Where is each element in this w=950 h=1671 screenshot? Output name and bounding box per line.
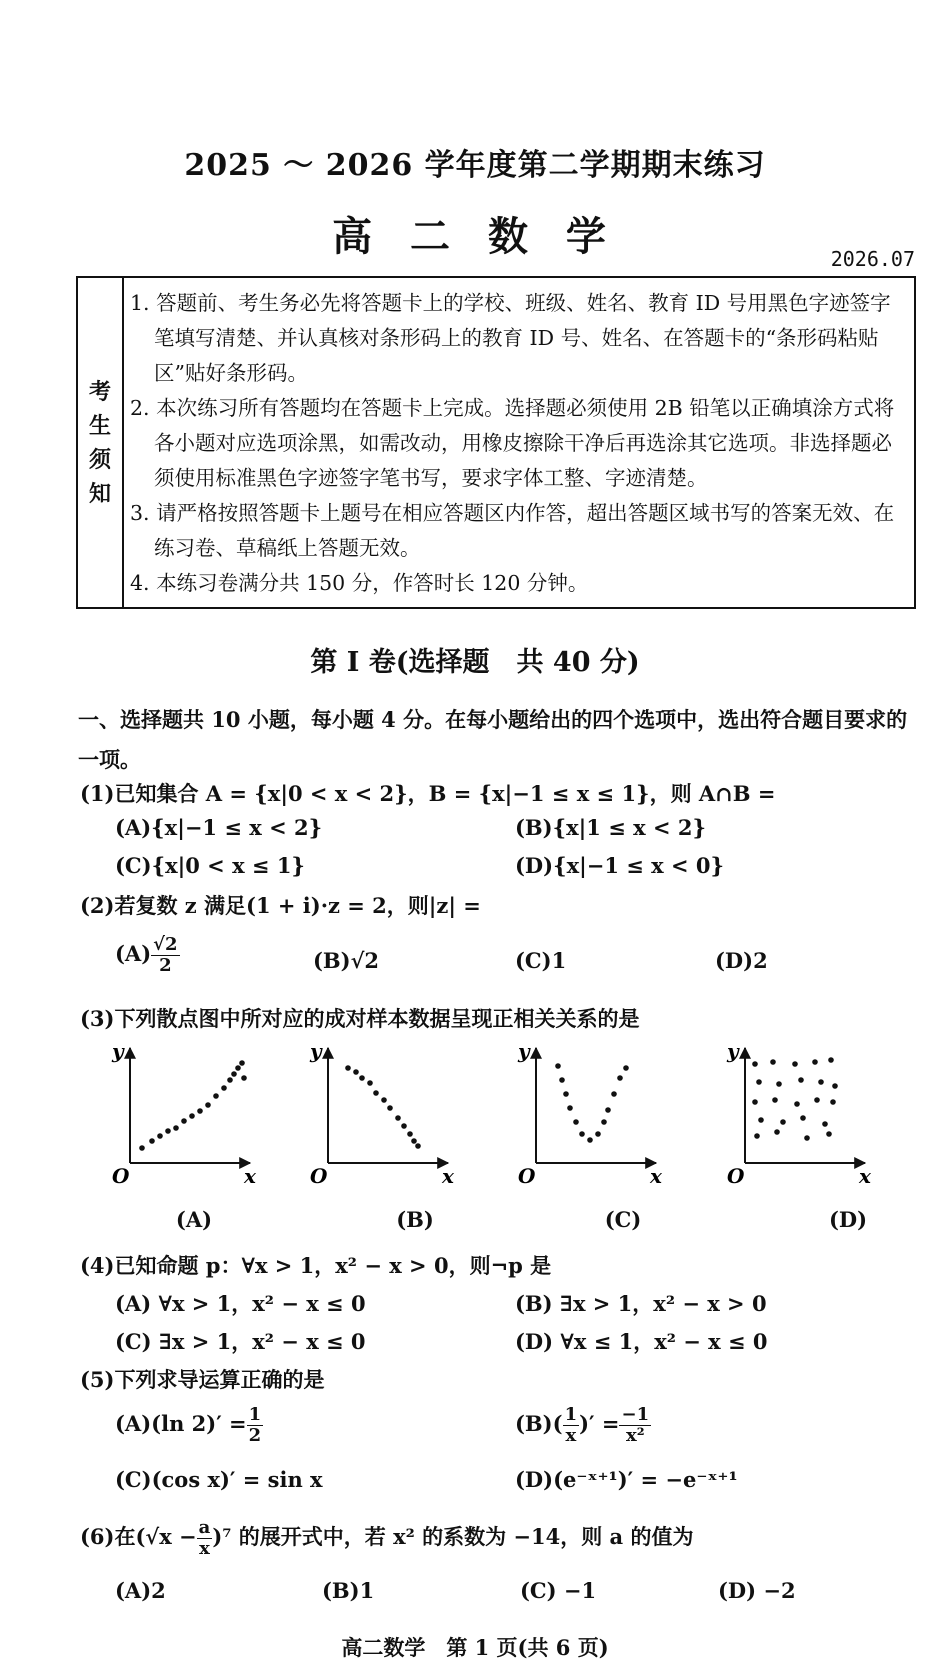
- question-5-option-d: (D)(e⁻ˣ⁺¹)′ = −e⁻ˣ⁺¹: [515, 1467, 738, 1492]
- scatter-point: [770, 1059, 776, 1065]
- option-middle: )′ =: [579, 1411, 620, 1436]
- section-intro: 一、选择题共 10 小题，每小题 4 分。在每小题给出的四个选项中，选出符合题目要求的一项。: [78, 707, 908, 772]
- notice-item: 3. 请严格按照答题卡上题号在相应答题区内作答，超出答题区域书写的答案无效、在练习卷、草稿纸上答题无效。: [130, 501, 895, 560]
- fraction: [247, 1405, 264, 1446]
- fraction-numerator: √2: [153, 934, 178, 955]
- scatter-point: [826, 1131, 832, 1137]
- scatter-point: [798, 1077, 804, 1083]
- scatter-point: [367, 1080, 373, 1086]
- exam-title: 2025 ～ 2026 学年度第二学期期末练习: [184, 148, 766, 183]
- scatter-point: [415, 1143, 421, 1149]
- scatter-point: [611, 1091, 617, 1097]
- scatter-point: [197, 1108, 203, 1114]
- notice-list: [130, 286, 906, 601]
- scatter-point: [213, 1093, 219, 1099]
- scatter-point: [227, 1077, 233, 1083]
- scatter-point: [563, 1091, 569, 1097]
- question-4-option-b: (B) ∃x > 1，x² − x > 0: [515, 1291, 767, 1316]
- question-6-option-c: (C) −1: [520, 1578, 597, 1603]
- exam-date: 2026.07: [830, 247, 915, 271]
- fraction-numerator: a: [198, 1517, 211, 1538]
- question-6-stem: [80, 1518, 693, 1559]
- plot-a-label: (A): [175, 1207, 213, 1232]
- scatter-point: [353, 1069, 359, 1075]
- scatter-point: [832, 1083, 838, 1089]
- fraction-denominator: x: [199, 1538, 210, 1559]
- plot-d-label: (D): [828, 1207, 868, 1232]
- fraction: [619, 1405, 651, 1446]
- question-2-option-b: (B)√2: [313, 948, 380, 973]
- question-4-stem: (4)已知命题 p：∀x > 1，x² − x > 0，则¬p 是: [80, 1253, 552, 1278]
- scatter-point: [573, 1119, 579, 1125]
- scatter-point: [401, 1123, 407, 1129]
- question-2-stem: (2)若复数 z 满足(1 + i)·z = 2，则|z| =: [80, 893, 481, 918]
- option-prefix: (A)(ln 2)′ =: [115, 1411, 247, 1436]
- scatter-point: [555, 1063, 561, 1069]
- scatter-point: [181, 1118, 187, 1124]
- origin-label: O: [727, 1164, 745, 1188]
- question-6-option-a: (A)2: [115, 1578, 166, 1603]
- scatter-point: [345, 1065, 351, 1071]
- scatter-point: [605, 1107, 611, 1113]
- y-axis-label: y: [112, 1039, 124, 1063]
- x-axis-label: x: [442, 1164, 454, 1188]
- scatter-point: [617, 1075, 623, 1081]
- scatter-point: [157, 1133, 163, 1139]
- scatter-point: [752, 1099, 758, 1105]
- question-2-option-d: (D)2: [715, 948, 768, 973]
- scatter-point: [221, 1085, 227, 1091]
- question-4-option-c: (C) ∃x > 1，x² − x ≤ 0: [115, 1329, 366, 1354]
- x-axis-label: x: [859, 1164, 871, 1188]
- fraction-denominator: 2: [248, 1425, 262, 1446]
- fraction: [151, 935, 179, 976]
- fraction: [197, 1518, 213, 1559]
- scatter-point: [235, 1065, 241, 1071]
- question-3-stem: (3)下列散点图中所对应的成对样本数据呈现正相关关系的是: [80, 1006, 640, 1031]
- question-1-option-a: (A){x|−1 ≤ x < 2}: [115, 815, 323, 840]
- scatter-point: [387, 1105, 393, 1111]
- page-footer: 高二数学 第 1 页(共 6 页): [341, 1635, 609, 1660]
- question-1-option-b: (B){x|1 ≤ x < 2}: [515, 815, 706, 840]
- scatter-point: [205, 1102, 211, 1108]
- fraction-denominator: x: [565, 1425, 577, 1446]
- y-axis-label: y: [310, 1039, 322, 1063]
- option-prefix: (A): [115, 941, 152, 966]
- plot-c: [517, 1039, 663, 1188]
- question-6-option-d: (D) −2: [718, 1578, 796, 1603]
- notice-item: 1. 答题前、考生务必先将答题卡上的学校、班级、姓名、教育 ID 号用黑色字迹签字笔填写清楚、并认真核对条形码上的教育 ID 号、姓名、在答题卡的“条形码粘贴区”贴好条形码。: [130, 291, 891, 385]
- scatter-point: [587, 1137, 593, 1143]
- scatter-point: [814, 1097, 820, 1103]
- origin-label: O: [112, 1164, 130, 1188]
- plot-d: [726, 1039, 872, 1188]
- scatter-point: [804, 1135, 810, 1141]
- notice-label: [78, 278, 124, 607]
- question-5-option-c: (C)(cos x)′ = sin x: [115, 1467, 323, 1492]
- notice-label-char: 考: [88, 378, 111, 405]
- plot-a: [111, 1039, 257, 1188]
- notice-item: 2. 本次练习所有答题均在答题卡上完成。选择题必须使用 2B 铅笔以正确填涂方式将各小题对应选项涂黑，如需改动，用橡皮擦除干净后再选涂其它选项。非选择题必须使用标准黑色字迹签字笔书写，要求字体工整、字迹清楚。: [130, 396, 895, 490]
- fraction-denominator: x²: [625, 1425, 645, 1446]
- scatter-point: [780, 1119, 786, 1125]
- notice-item: 4. 本练习卷满分共 150 分，作答时长 120 分钟。: [130, 571, 589, 595]
- plot-c-label: (C): [604, 1207, 642, 1232]
- question-5-option-b: [515, 1405, 651, 1446]
- scatter-point: [165, 1128, 171, 1134]
- question-2-option-a: [115, 935, 180, 976]
- notice-label-char: 知: [88, 480, 111, 507]
- scatter-point: [830, 1099, 836, 1105]
- scatter-point: [241, 1075, 247, 1081]
- fraction-numerator: 1: [248, 1404, 262, 1425]
- subject-title: 高 二 数 学: [332, 213, 618, 260]
- scatter-point: [776, 1081, 782, 1087]
- question-4-option-d: (D) ∀x ≤ 1，x² − x ≤ 0: [515, 1329, 768, 1354]
- question-2-option-c: (C)1: [515, 948, 567, 973]
- scatter-point: [754, 1133, 760, 1139]
- notice-label-char: 须: [88, 446, 111, 473]
- fraction-denominator: 2: [159, 955, 172, 976]
- question-1-option-c: (C){x|0 < x ≤ 1}: [115, 853, 305, 878]
- scatter-point: [758, 1117, 764, 1123]
- scatter-point: [373, 1090, 379, 1096]
- scatter-point: [231, 1071, 237, 1077]
- origin-label: O: [518, 1164, 536, 1188]
- scatter-plots: [100, 1038, 920, 1198]
- scatter-point: [623, 1065, 629, 1071]
- scatter-point: [149, 1138, 155, 1144]
- scatter-point: [395, 1115, 401, 1121]
- question-5-stem: (5)下列求导运算正确的是: [80, 1367, 325, 1392]
- notice-box: [76, 276, 916, 609]
- scatter-point: [601, 1119, 607, 1125]
- scatter-point: [774, 1129, 780, 1135]
- scatter-point: [794, 1101, 800, 1107]
- question-4-option-a: (A) ∀x > 1，x² − x ≤ 0: [115, 1291, 366, 1316]
- scatter-point: [139, 1145, 145, 1151]
- plot-b: [309, 1039, 455, 1188]
- scatter-point: [752, 1061, 758, 1067]
- scatter-point: [756, 1079, 762, 1085]
- scatter-point: [411, 1138, 417, 1144]
- scatter-point: [595, 1131, 601, 1137]
- scatter-point: [173, 1125, 179, 1131]
- fraction: [563, 1405, 580, 1446]
- scatter-point: [239, 1060, 245, 1066]
- x-axis-label: x: [244, 1164, 256, 1188]
- option-prefix: (B)(: [515, 1411, 563, 1436]
- scatter-point: [792, 1061, 798, 1067]
- fraction-numerator: −1: [621, 1404, 650, 1425]
- fraction-numerator: 1: [564, 1404, 578, 1425]
- question-1-option-d: (D){x|−1 ≤ x < 0}: [515, 853, 725, 878]
- scatter-point: [828, 1057, 834, 1063]
- origin-label: O: [310, 1164, 328, 1188]
- question-1-stem: (1)已知集合 A = {x|0 < x < 2}，B = {x|−1 ≤ x ≤ 1}，则 A∩B =: [80, 781, 776, 806]
- stem-part: (6)在(√x −: [80, 1524, 197, 1549]
- scatter-point: [567, 1105, 573, 1111]
- scatter-point: [579, 1131, 585, 1137]
- notice-label-char: 生: [88, 412, 111, 439]
- plot-b-label: (B): [396, 1207, 434, 1232]
- stem-part: )⁷ 的展开式中，若 x² 的系数为 −14，则 a 的值为: [212, 1524, 694, 1549]
- scatter-point: [559, 1077, 565, 1083]
- scatter-point: [407, 1131, 413, 1137]
- scatter-point: [772, 1097, 778, 1103]
- scatter-point: [359, 1075, 365, 1081]
- scatter-point: [822, 1121, 828, 1127]
- y-axis-label: y: [727, 1039, 739, 1063]
- x-axis-label: x: [650, 1164, 662, 1188]
- scatter-point: [812, 1059, 818, 1065]
- scatter-point: [189, 1113, 195, 1119]
- question-6-option-b: (B)1: [322, 1578, 375, 1603]
- question-5-option-a: [115, 1405, 263, 1446]
- y-axis-label: y: [518, 1039, 530, 1063]
- scatter-point: [818, 1079, 824, 1085]
- section-title: 第 Ⅰ 卷(选择题 共 40 分): [310, 647, 640, 678]
- scatter-point: [800, 1115, 806, 1121]
- scatter-point: [381, 1097, 387, 1103]
